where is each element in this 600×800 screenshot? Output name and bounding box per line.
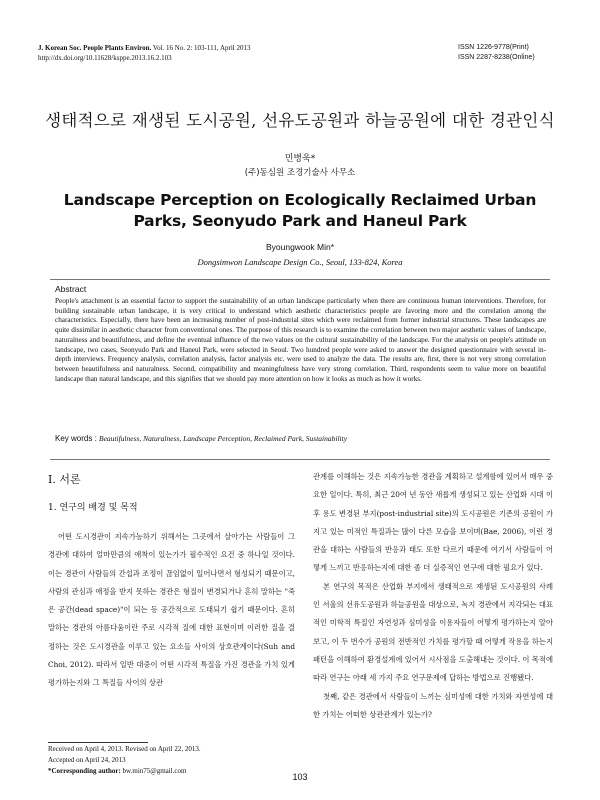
- footnote-accepted: Accepted on April 24, 2013: [48, 756, 126, 764]
- corresponding-email[interactable]: bw.min75@gmail.com: [120, 767, 187, 775]
- footnote-divider: [48, 742, 148, 743]
- corresponding-label: *Corresponding author:: [48, 767, 121, 775]
- affiliation-english: Dongsimwon Landscape Design Co., Seoul, 133-824, Korea: [197, 257, 403, 267]
- page-number: 103: [292, 772, 308, 782]
- right-column: [313, 468, 553, 724]
- title-korean: 생태적으로 재생된 도시공원, 선유도공원과 하늘공원에 대한 경관인식: [45, 111, 555, 130]
- paragraph: 관계를 이해하는 것은 지속가능한 경관을 계획하고 설계함에 있어서 매우 중요한 일이다. 특히, 최근 20여 년 동안 새롭게 생성되고 있는 산업화 시대 이후 용도 변경된 부지(post-industrial site)의 도시공원은 기존의 공원이 가지고 있는 미적인 특질과는 많이 다른 모습을 보이며(Bae, 2006), 이런 경관을 대하는 사람들의 반응과 태도 또한 다르기 때문에 여기서 사람들이 어떻게 느끼고 반응하는지에 대한 좀 더 실증적인 연구에 대한 필요가 있다.: [313, 472, 553, 573]
- paragraph: 본 연구의 목적은 산업화 부지에서 생태적으로 재생된 도시공원의 사례인 서울의 선유도공원과 하늘공원을 대상으로, 녹지 경관에서 지각되는 대표적인 미학적 특질인 자연성과 심미성을 이용자들이 어떻게 평가하는지 알아보고, 이 두 번수가 공원의 전반적인 가치를 평가할 때 어떻게 작용을 하는지 패턴을 이해하여 환경설계에 있어서 시사점을 도출해내는 것이다. 이 목적에 따라 연구는 아래 세 가지 주요 연구문제에 답하는 방법으로 진행됐다.: [313, 581, 553, 683]
- doi-link[interactable]: http://dx.doi.org/10.11628/ksppe.2013.16.2.103: [38, 54, 172, 62]
- author-english: Byoungwook Min*: [265, 242, 335, 252]
- journal-volume: Vol. 16 No. 2: 103-111, April 2013: [151, 44, 251, 52]
- abstract-label: Abstract: [55, 284, 87, 294]
- issn-online: ISSN 2287-8238(Online): [458, 54, 535, 61]
- abstract-text: People's attachment is an essential factor to support the sustainability of an urban landscape particularly when there are continuous human interventions. Therefore, for building sustainable urban landscape, it is very critical to understand which aesthetic characteristics people are favoring more and the correlation among the characteristics. Especially, there have been an increasing number of post-industrial sites which were reclaimed from former industrial structures. These landscapes are quite dissimilar in aesthetic character from conventional ones. The purpose of this research is to examine the correlation between two major aesthetic values of landscape, naturalness and beautifulness, and define the eventual influence of the two values on the cultural sustainability of the landscape. For the analysis on people's attitude on landscape, two cases, Seonyudo Park and Haneul Park, were selected in Seoul. Two hundred people were asked to answer the designed questionnaire with several in-depth interviews. Frequency analysis, correlation analysis, factor analysis etc. were used to analyze the data. The results are, first, there is not very strong correlation between beautifulness and naturalness. Second, compatibility and meaningfulness have very strong correlation. Third, respondents seem to value more on beautiful landscape than natural landscape, and this signifies that we should pay more attention on how it looks as much as how it works.: [55, 297, 546, 383]
- subsection-heading: 1. 연구의 배경 및 목적: [48, 503, 138, 513]
- section-heading: Ⅰ. 서론: [48, 473, 81, 486]
- affiliation-korean: (주)동심원 조경기술사 사무소: [244, 168, 356, 178]
- paragraph: 첫째, 같은 경관에서 사람들이 느끼는 심미성에 대한 가치와 자연성에 대한 가치는 어떠한 상관관계가 있는가?: [313, 691, 553, 719]
- issn-block: [458, 43, 535, 63]
- issn-print: ISSN 1226-9778(Print): [458, 44, 529, 51]
- paragraph: 어떤 도시경관이 지속가능하기 위해서는 그곳에서 살아가는 사람들이 그 경관에 대하여 얼마만큼의 애착이 있는가가 필수적인 요건 중 하나일 것이다. 이는 경관이 사람들의 간섭과 조정이 끊임없이 일어나면서 형성되기 때문이고, 사람의 관심과 애정을 받지 못하는 경관은 형질이 변경되거나 흔히 말하는 "죽은 공간(dead space)"이 되는 등 공간적으로 도태되기 쉽기 때문이다. 흔히 말하는 경관의 아름다움이란 주로 시각적 질에 대한 표현이며 이러한 질을 결정하는 것은 도시경관을 이루고 있는 요소들 사이의 상호관계이다(Suh and Choi, 2012). 따라서 일반 대중이 어떤 시각적 특질을 가진 경관을 가치 있게 평가하는지와 그 특질들 사이의 상관: [48, 532, 295, 688]
- title-english: Landscape Perception on Ecologically Reclaimed Urban Parks, Seonyudo Park and Haneul Park: [63, 191, 537, 230]
- left-column: [48, 528, 295, 693]
- journal-header: [38, 43, 251, 63]
- footnote-received: Received on April 4, 2013. Revised on April 22, 2013.: [48, 745, 201, 753]
- keywords-label: Key words :: [55, 434, 100, 443]
- keywords: [55, 434, 347, 443]
- author-korean: 민병욱*: [284, 154, 316, 164]
- abstract-box: [50, 279, 550, 460]
- journal-name: J. Korean Soc. People Plants Environ.: [38, 44, 152, 52]
- keywords-list: Beautifulness, Naturalness, Landscape Perception, Reclaimed Park, Sustainability: [99, 434, 348, 443]
